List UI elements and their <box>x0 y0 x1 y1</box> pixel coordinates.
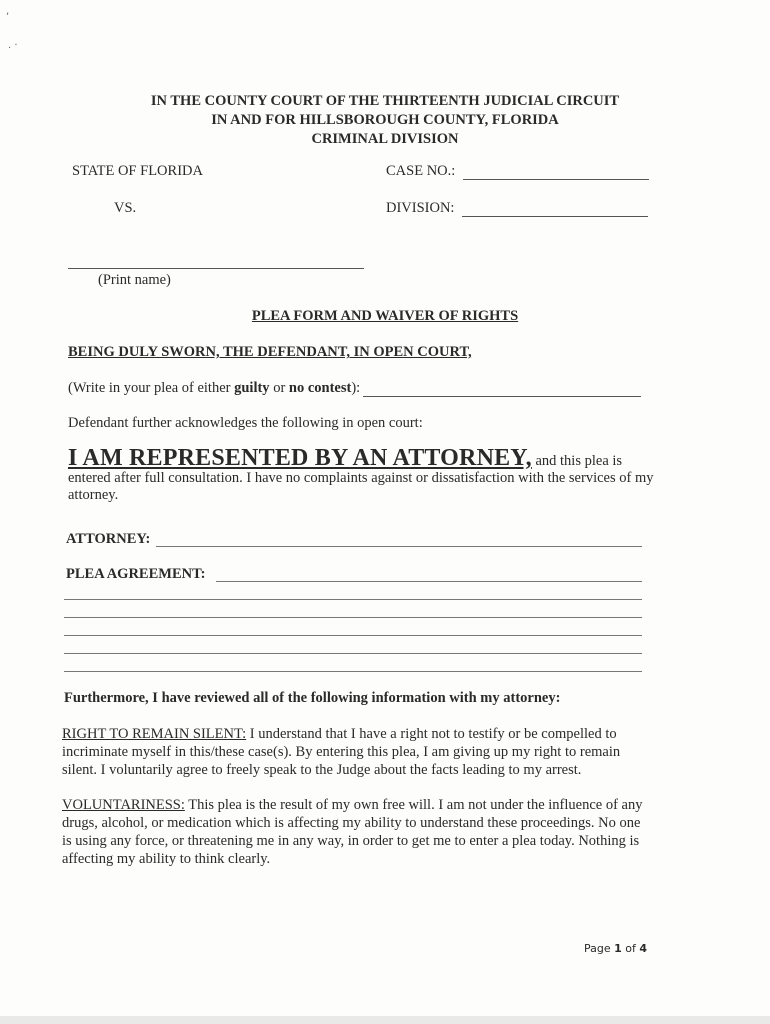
silent-heading: RIGHT TO REMAIN SILENT: <box>62 726 247 742</box>
plea-agreement-line[interactable] <box>64 617 642 618</box>
scan-mark: . · <box>8 40 18 51</box>
page-number <box>584 942 647 955</box>
case-number-field[interactable] <box>386 163 649 180</box>
page-current: 1 <box>614 942 622 955</box>
division-field[interactable] <box>386 200 648 217</box>
plea-no-contest: no contest <box>288 380 352 396</box>
court-header-line-2: IN AND FOR HILLSBOROUGH COUNTY, FLORIDA <box>211 112 559 128</box>
acknowledgement-intro: Defendant further acknowledges the following in open court: <box>68 415 423 431</box>
plea-blank[interactable] <box>363 382 641 397</box>
right-to-remain-silent-paragraph <box>62 725 647 779</box>
plea-suffix: ): <box>351 380 361 396</box>
plea-entry[interactable] <box>68 380 641 397</box>
print-name-label: (Print name) <box>98 272 171 288</box>
silent-text: I understand that I have a right not to testify or be compelled to incriminate myself in this/these case(s). By entering this plea, I am giving up my right to remain silent. I voluntarily agree to freely speak to the Judge about the facts leading to my arrest. <box>62 726 621 778</box>
plea-agreement-line[interactable] <box>64 599 642 600</box>
plea-or: or <box>269 380 289 396</box>
voluntariness-paragraph <box>62 796 647 868</box>
scan-edge <box>0 1016 770 1024</box>
scan-mark: , <box>6 6 10 17</box>
plea-agreement-blank[interactable] <box>216 581 642 582</box>
division-blank[interactable] <box>462 202 648 217</box>
plea-agreement-line[interactable] <box>64 671 642 672</box>
court-header-line-3: CRIMINAL DIVISION <box>311 131 459 147</box>
page-of: of <box>621 942 640 955</box>
plea-agreement-label: PLEA AGREEMENT: <box>66 566 206 582</box>
division-label: DIVISION: <box>386 200 455 216</box>
voluntariness-heading: VOLUNTARINESS: <box>62 797 185 813</box>
plea-agreement-line[interactable] <box>64 653 642 654</box>
page-total: 4 <box>639 942 648 955</box>
state-of-florida: STATE OF FLORIDA <box>72 163 203 179</box>
plea-prefix: (Write in your plea of either <box>68 380 235 396</box>
voluntariness-text: This plea is the result of my own free will. I am not under the influence of any drugs, alcohol, or medication which is affecting my ability to understand these proceedings. No one is using any force, or threatening me in any way, in order to get me to enter a plea today. Nothing is affecting my ability to think clearly. <box>62 797 643 867</box>
court-header-line-1: IN THE COUNTY COURT OF THE THIRTEENTH JUDICIAL CIRCUIT <box>150 93 620 109</box>
court-header <box>0 92 770 149</box>
attorney-label: ATTORNEY: <box>66 531 151 547</box>
represented-heading: I AM REPRESENTED BY AN ATTORNEY, <box>68 445 532 471</box>
form-title: PLEA FORM AND WAIVER OF RIGHTS <box>251 308 519 324</box>
attorney-blank[interactable] <box>156 546 642 547</box>
representation-paragraph <box>68 445 658 504</box>
versus-label: VS. <box>114 200 137 216</box>
plea-guilty: guilty <box>234 380 270 396</box>
furthermore-statement: Furthermore, I have reviewed all of the following information with my attorney: <box>64 690 561 706</box>
defendant-name-line[interactable] <box>68 268 364 269</box>
sworn-statement: BEING DULY SWORN, THE DEFENDANT, IN OPEN COURT, <box>68 344 472 360</box>
case-number-blank[interactable] <box>463 165 649 180</box>
plea-agreement-line[interactable] <box>64 635 642 636</box>
represented-text: and this plea is entered after full consultation. I have no complaints against or dissatisfaction with the services of my attorney. <box>68 453 654 503</box>
page-prefix: Page <box>584 942 615 955</box>
case-number-label: CASE NO.: <box>386 163 456 179</box>
